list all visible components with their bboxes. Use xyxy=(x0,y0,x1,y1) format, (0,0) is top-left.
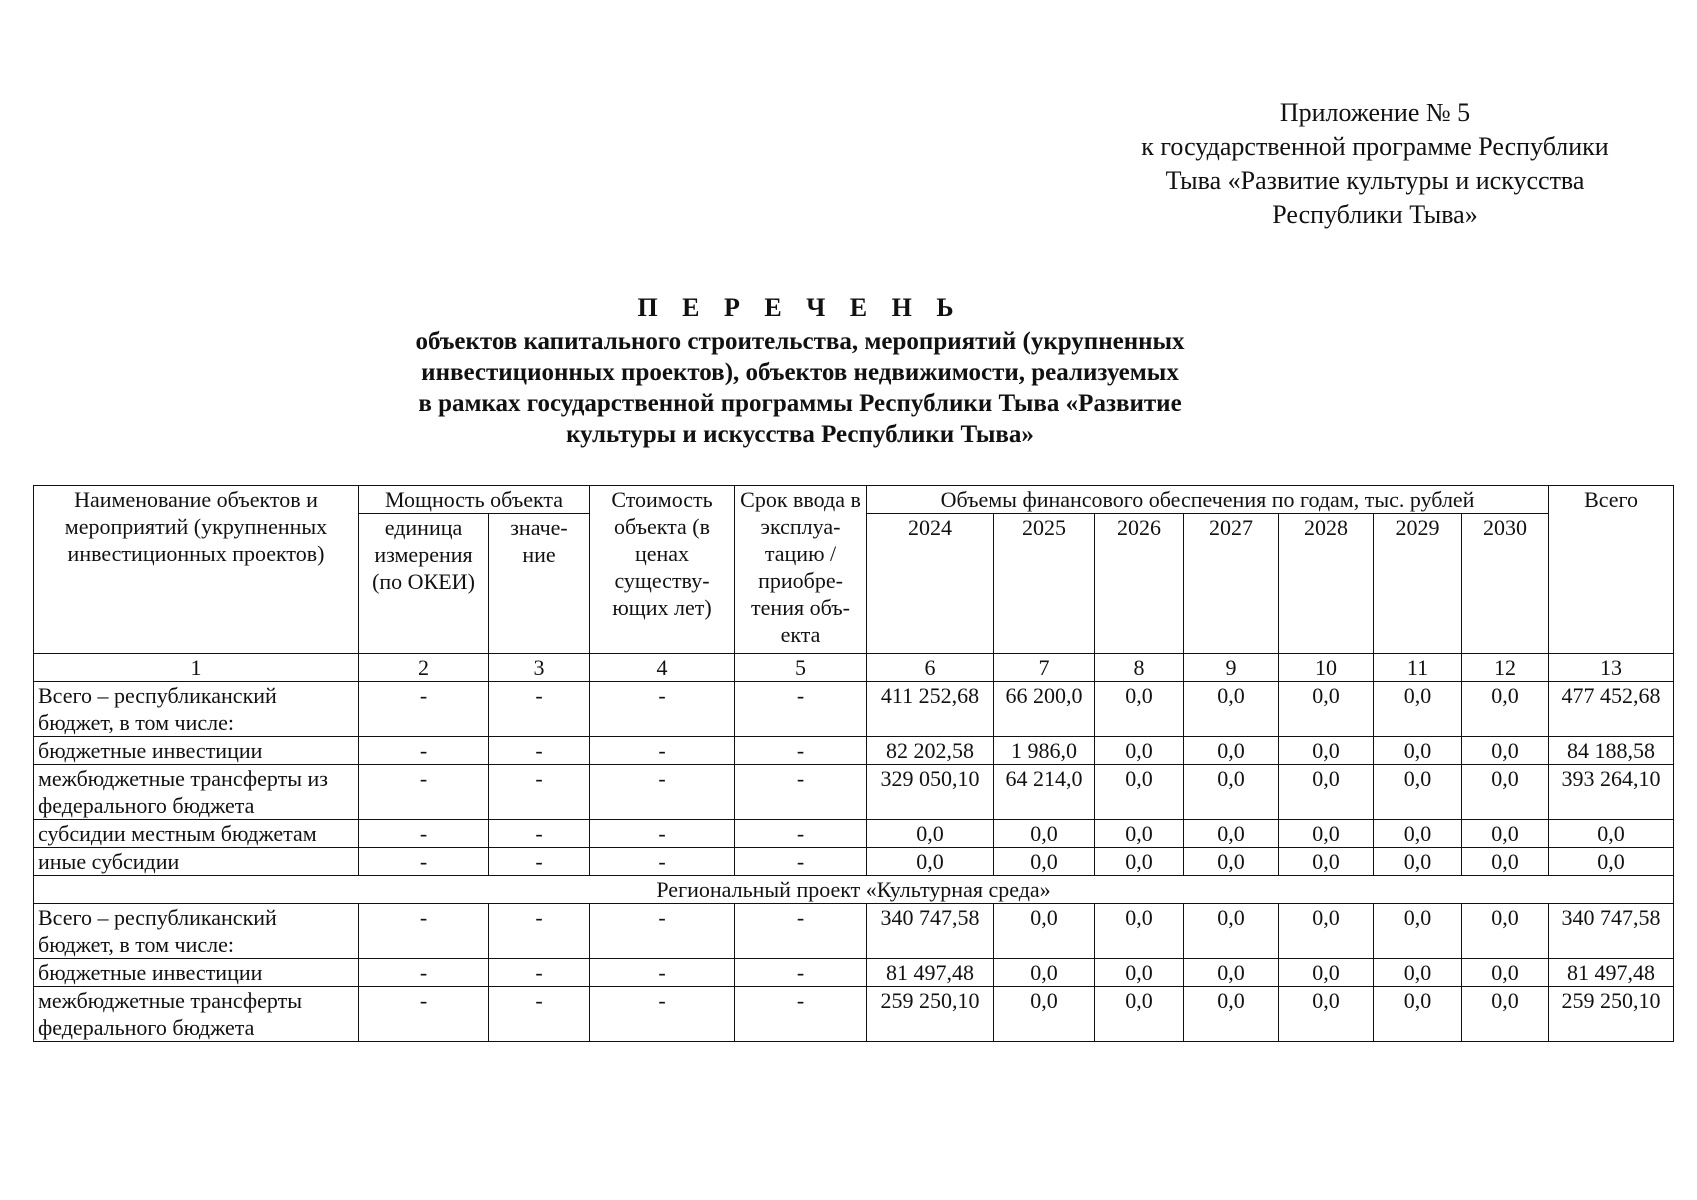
row-y2024: 340 747,58 xyxy=(867,904,994,959)
funding-table xyxy=(33,485,1674,1042)
column-number: 11 xyxy=(1374,654,1462,682)
row-y2030: 0,0 xyxy=(1462,904,1549,959)
row-y2025: 0,0 xyxy=(994,820,1095,848)
row-cost: - xyxy=(590,904,735,959)
row-y2024: 329 050,10 xyxy=(867,765,994,820)
row-y2027: 0,0 xyxy=(1184,820,1279,848)
table-row xyxy=(34,737,1674,765)
row-unit: - xyxy=(359,820,489,848)
row-total: 477 452,68 xyxy=(1549,682,1674,737)
row-name: Всего – республиканский бюджет, в том числе: xyxy=(34,682,359,737)
row-y2029: 0,0 xyxy=(1374,820,1462,848)
row-name: субсидии местным бюджетам xyxy=(34,820,359,848)
row-total: 340 747,58 xyxy=(1549,904,1674,959)
row-cost: - xyxy=(590,959,735,987)
row-name: Всего – республиканский бюджет, в том числе: xyxy=(34,904,359,959)
header-funding: Объемы финансового обеспечения по годам, тыс. рублей xyxy=(867,486,1549,514)
row-y2026: 0,0 xyxy=(1095,987,1184,1042)
row-y2029: 0,0 xyxy=(1374,682,1462,737)
row-y2029: 0,0 xyxy=(1374,765,1462,820)
document-title xyxy=(300,292,1300,450)
row-y2027: 0,0 xyxy=(1184,904,1279,959)
row-unit: - xyxy=(359,904,489,959)
row-unit: - xyxy=(359,848,489,876)
row-y2025: 0,0 xyxy=(994,904,1095,959)
header-year-2027: 2027 xyxy=(1184,514,1279,654)
row-total: 0,0 xyxy=(1549,848,1674,876)
header-value: значе- ние xyxy=(489,514,590,654)
row-y2030: 0,0 xyxy=(1462,848,1549,876)
column-number: 8 xyxy=(1095,654,1184,682)
row-y2030: 0,0 xyxy=(1462,765,1549,820)
row-y2027: 0,0 xyxy=(1184,682,1279,737)
column-number: 10 xyxy=(1279,654,1374,682)
column-number: 12 xyxy=(1462,654,1549,682)
row-total: 84 188,58 xyxy=(1549,737,1674,765)
header-year-2024: 2024 xyxy=(867,514,994,654)
row-unit: - xyxy=(359,737,489,765)
row-unit: - xyxy=(359,682,489,737)
header-name: Наименование объектов и мероприятий (укрупненных инвестиционных проектов) xyxy=(34,486,359,654)
row-name: бюджетные инвестиции xyxy=(34,959,359,987)
row-value: - xyxy=(489,765,590,820)
row-y2029: 0,0 xyxy=(1374,959,1462,987)
header-term: Срок ввода в эксплуа- тацию / приобре- тения объ- екта xyxy=(735,486,867,654)
row-value: - xyxy=(489,737,590,765)
row-y2028: 0,0 xyxy=(1279,682,1374,737)
row-name: бюджетные инвестиции xyxy=(34,737,359,765)
row-y2027: 0,0 xyxy=(1184,737,1279,765)
table-row xyxy=(34,848,1674,876)
section-title: Региональный проект «Культурная среда» xyxy=(34,876,1674,904)
row-cost: - xyxy=(590,765,735,820)
row-term: - xyxy=(735,959,867,987)
header-unit: единица измерения (по ОКЕИ) xyxy=(359,514,489,654)
row-unit: - xyxy=(359,765,489,820)
table-row xyxy=(34,987,1674,1042)
appendix-note xyxy=(1110,96,1640,232)
header-row xyxy=(34,486,1674,514)
appendix-line: к государственной программе Республики xyxy=(1141,132,1609,161)
row-y2028: 0,0 xyxy=(1279,987,1374,1042)
row-y2024: 411 252,68 xyxy=(867,682,994,737)
column-number: 4 xyxy=(590,654,735,682)
row-value: - xyxy=(489,959,590,987)
column-number: 6 xyxy=(867,654,994,682)
row-y2025: 0,0 xyxy=(994,959,1095,987)
header-year-2029: 2029 xyxy=(1374,514,1462,654)
row-y2029: 0,0 xyxy=(1374,987,1462,1042)
row-y2028: 0,0 xyxy=(1279,848,1374,876)
header-year-2028: 2028 xyxy=(1279,514,1374,654)
row-y2024: 82 202,58 xyxy=(867,737,994,765)
row-y2026: 0,0 xyxy=(1095,737,1184,765)
row-y2024: 0,0 xyxy=(867,820,994,848)
row-y2029: 0,0 xyxy=(1374,848,1462,876)
row-y2027: 0,0 xyxy=(1184,848,1279,876)
header-year-2026: 2026 xyxy=(1095,514,1184,654)
row-y2030: 0,0 xyxy=(1462,820,1549,848)
row-total: 81 497,48 xyxy=(1549,959,1674,987)
row-unit: - xyxy=(359,959,489,987)
table-row xyxy=(34,904,1674,959)
row-y2027: 0,0 xyxy=(1184,987,1279,1042)
table-row xyxy=(34,765,1674,820)
row-y2026: 0,0 xyxy=(1095,765,1184,820)
column-number: 1 xyxy=(34,654,359,682)
row-value: - xyxy=(489,820,590,848)
row-y2026: 0,0 xyxy=(1095,820,1184,848)
title-line: в рамках государственной программы Республики Тыва «Развитие xyxy=(418,390,1182,417)
row-term: - xyxy=(735,848,867,876)
row-term: - xyxy=(735,987,867,1042)
header-cost: Стоимость объекта (в ценах существу- ющих лет) xyxy=(590,486,735,654)
row-value: - xyxy=(489,904,590,959)
row-y2027: 0,0 xyxy=(1184,765,1279,820)
row-value: - xyxy=(489,987,590,1042)
row-y2024: 81 497,48 xyxy=(867,959,994,987)
title-line: культуры и искусства Республики Тыва» xyxy=(566,421,1034,448)
section-row xyxy=(34,876,1674,904)
title-heading: П Е Р Е Ч Е Н Ь xyxy=(637,293,963,322)
header-year-2025: 2025 xyxy=(994,514,1095,654)
row-y2028: 0,0 xyxy=(1279,904,1374,959)
row-value: - xyxy=(489,682,590,737)
row-y2026: 0,0 xyxy=(1095,959,1184,987)
title-line: объектов капитального строительства, мероприятий (укрупненных xyxy=(415,328,1185,355)
row-term: - xyxy=(735,682,867,737)
header-capacity: Мощность объекта xyxy=(359,486,590,514)
column-numbers-row xyxy=(34,654,1674,682)
table-row xyxy=(34,820,1674,848)
appendix-line: Тыва «Развитие культуры и искусства xyxy=(1165,166,1585,195)
column-number: 5 xyxy=(735,654,867,682)
row-cost: - xyxy=(590,737,735,765)
header-total: Всего xyxy=(1549,486,1674,654)
row-y2028: 0,0 xyxy=(1279,820,1374,848)
column-number: 2 xyxy=(359,654,489,682)
column-number: 13 xyxy=(1549,654,1674,682)
row-y2026: 0,0 xyxy=(1095,904,1184,959)
table-row xyxy=(34,959,1674,987)
row-y2028: 0,0 xyxy=(1279,765,1374,820)
row-unit: - xyxy=(359,987,489,1042)
row-cost: - xyxy=(590,987,735,1042)
row-cost: - xyxy=(590,820,735,848)
row-y2024: 259 250,10 xyxy=(867,987,994,1042)
row-term: - xyxy=(735,820,867,848)
row-cost: - xyxy=(590,682,735,737)
appendix-line: Приложение № 5 xyxy=(1279,98,1471,127)
appendix-line: Республики Тыва» xyxy=(1272,200,1478,229)
row-y2028: 0,0 xyxy=(1279,959,1374,987)
row-y2030: 0,0 xyxy=(1462,987,1549,1042)
row-y2025: 0,0 xyxy=(994,848,1095,876)
row-cost: - xyxy=(590,848,735,876)
row-y2025: 0,0 xyxy=(994,987,1095,1042)
header-year-2030: 2030 xyxy=(1462,514,1549,654)
row-y2030: 0,0 xyxy=(1462,682,1549,737)
row-name: межбюджетные трансферты из федерального бюджета xyxy=(34,765,359,820)
row-y2025: 64 214,0 xyxy=(994,765,1095,820)
row-y2029: 0,0 xyxy=(1374,904,1462,959)
row-total: 259 250,10 xyxy=(1549,987,1674,1042)
table-row xyxy=(34,682,1674,737)
row-y2029: 0,0 xyxy=(1374,737,1462,765)
row-y2026: 0,0 xyxy=(1095,848,1184,876)
row-total: 393 264,10 xyxy=(1549,765,1674,820)
row-y2026: 0,0 xyxy=(1095,682,1184,737)
column-number: 7 xyxy=(994,654,1095,682)
row-y2030: 0,0 xyxy=(1462,737,1549,765)
row-y2028: 0,0 xyxy=(1279,737,1374,765)
row-y2025: 1 986,0 xyxy=(994,737,1095,765)
row-y2027: 0,0 xyxy=(1184,959,1279,987)
row-y2030: 0,0 xyxy=(1462,959,1549,987)
row-name: иные субсидии xyxy=(34,848,359,876)
row-y2024: 0,0 xyxy=(867,848,994,876)
column-number: 9 xyxy=(1184,654,1279,682)
row-value: - xyxy=(489,848,590,876)
row-term: - xyxy=(735,904,867,959)
title-line: инвестиционных проектов), объектов недвижимости, реализуемых xyxy=(421,359,1179,386)
row-total: 0,0 xyxy=(1549,820,1674,848)
row-y2025: 66 200,0 xyxy=(994,682,1095,737)
column-number: 3 xyxy=(489,654,590,682)
row-term: - xyxy=(735,737,867,765)
row-term: - xyxy=(735,765,867,820)
row-name: межбюджетные трансферты федерального бюджета xyxy=(34,987,359,1042)
